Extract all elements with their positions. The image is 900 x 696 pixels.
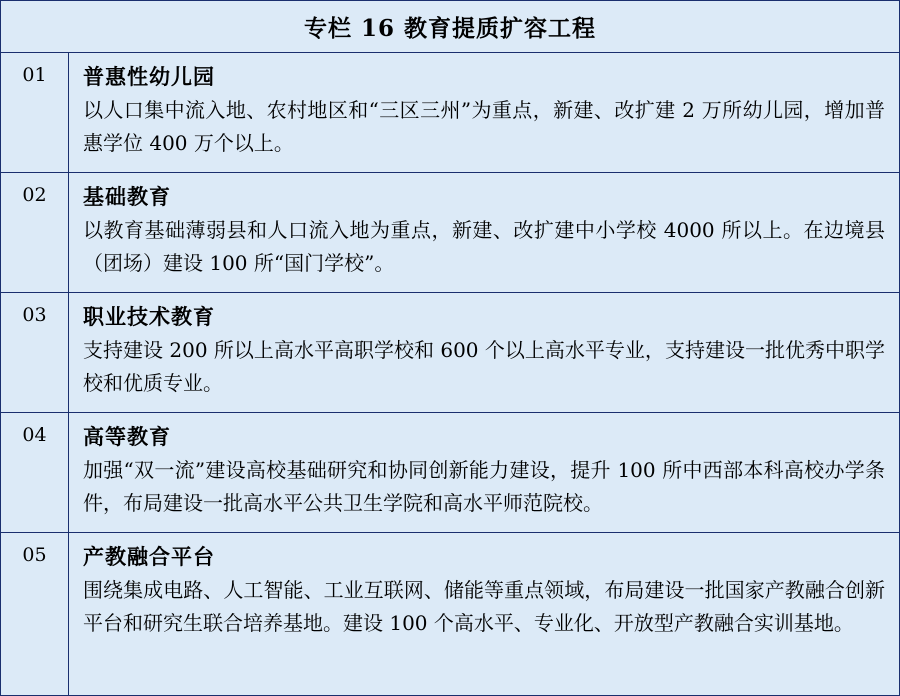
item-body: 支持建设 200 所以上高水平高职学校和 600 个以上高水平专业，支持建设一批优秀中职学校和优质专业。 (83, 338, 885, 395)
item-title: 职业技术教育 (83, 304, 215, 329)
item-number: 02 (1, 173, 69, 292)
item-number: 01 (1, 53, 69, 172)
item-body: 围绕集成电路、人工智能、工业互联网、储能等重点领域，布局建设一批国家产教融合创新平台和研究生联合培养基地。建设 100 个高水平、专业化、开放型产教融合实训基地。 (83, 578, 885, 635)
item-title: 普惠性幼儿园 (83, 64, 215, 89)
item-title: 高等教育 (83, 424, 171, 449)
list-item (1, 533, 899, 695)
item-number: 04 (1, 413, 69, 532)
item-content (69, 173, 899, 292)
item-title: 产教融合平台 (83, 544, 215, 569)
item-list (1, 53, 899, 695)
list-item (1, 53, 899, 173)
item-content (69, 533, 899, 695)
item-body: 加强“双一流”建设高校基础研究和协同创新能力建设，提升 100 所中西部本科高校办学条件，布局建设一批高水平公共卫生学院和高水平师范院校。 (83, 458, 885, 515)
list-item (1, 413, 899, 533)
item-content (69, 293, 899, 412)
item-number: 03 (1, 293, 69, 412)
item-number: 05 (1, 533, 69, 695)
item-body: 以教育基础薄弱县和人口流入地为重点，新建、改扩建中小学校 4000 所以上。在边境县（团场）建设 100 所“国门学校”。 (83, 218, 885, 275)
item-body: 以人口集中流入地、农村地区和“三区三州”为重点，新建、改扩建 2 万所幼儿园，增加普惠学位 400 万个以上。 (83, 98, 885, 155)
panel-title: 专栏 16 教育提质扩容工程 (303, 15, 597, 42)
item-title: 基础教育 (83, 184, 171, 209)
panel-header (1, 1, 899, 53)
list-item (1, 293, 899, 413)
list-item (1, 173, 899, 293)
item-content (69, 413, 899, 532)
item-content (69, 53, 899, 172)
